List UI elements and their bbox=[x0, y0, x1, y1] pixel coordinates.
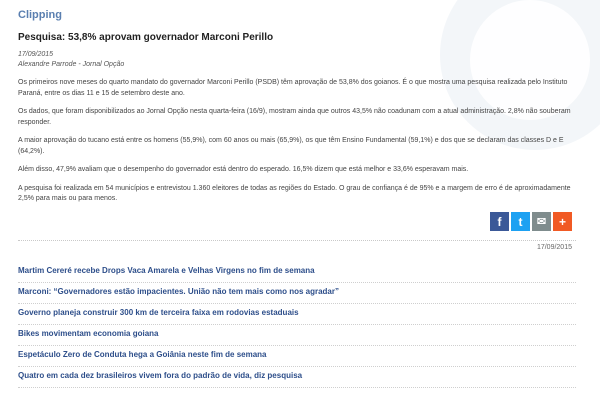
article-date: 17/09/2015 bbox=[18, 51, 54, 58]
more-share-button[interactable] bbox=[553, 212, 572, 231]
news-link[interactable]: Bikes movimentam economia goiana bbox=[18, 325, 576, 346]
divider bbox=[18, 240, 576, 241]
article-byline: Alexandre Parrode - Jornal Opção bbox=[18, 61, 125, 68]
list-date: 17/09/2015 bbox=[536, 244, 572, 251]
article-paragraph: A pesquisa foi realizada em 54 municípios e entrevistou 1.360 eleitores de todas as regiões do Estado. O grau de confiança é de 95% e a margem de erro é de aproximadamente 2,5% para mais ou para menos. bbox=[18, 184, 571, 202]
news-link[interactable]: Espetáculo Zero de Conduta hega a Goiânia neste fim de semana bbox=[18, 346, 576, 367]
article-headline: Pesquisa: 53,8% aprovam governador Marconi Perillo bbox=[18, 32, 274, 43]
article bbox=[18, 32, 578, 205]
section-title: Clipping bbox=[18, 9, 62, 21]
email-share-button[interactable] bbox=[532, 212, 551, 231]
facebook-icon: f bbox=[497, 214, 502, 229]
news-link[interactable]: Governo planeja construir 300 km de terceira faixa em rodovias estaduais bbox=[18, 304, 576, 325]
facebook-share-button[interactable] bbox=[490, 212, 509, 231]
twitter-share-button[interactable] bbox=[511, 212, 530, 231]
email-icon: ✉ bbox=[536, 216, 547, 228]
related-news-list bbox=[18, 262, 576, 388]
article-paragraph: A maior aprovação do tucano está entre os homens (55,9%), com 60 anos ou mais (65,9%), os que têm Ensino Fundamental (59,1%) e dos que se declaram das classes D e E (64,2%). bbox=[18, 137, 564, 155]
plus-icon: + bbox=[558, 214, 566, 229]
news-link[interactable]: Marconi: “Governadores estão impacientes. União não tem mais como nos agradar” bbox=[18, 283, 576, 304]
twitter-icon: t bbox=[518, 214, 523, 229]
article-paragraph: Os dados, que foram disponibilizados ao Jornal Opção nesta quarta-feira (16/9), mostram ainda que outros 43,5% não coadunam com a atual administração. 2,8% não souberam responder. bbox=[18, 108, 571, 126]
share-buttons bbox=[490, 212, 572, 231]
news-link[interactable]: Quatro em cada dez brasileiros vivem fora do padrão de vida, diz pesquisa bbox=[18, 367, 576, 388]
article-paragraph: Além disso, 47,9% avaliam que o desempenho do governador está dentro do esperado. 16,5% dizem que está melhor e 33,6% esperavam mais. bbox=[18, 166, 469, 173]
news-link[interactable]: Martim Cereré recebe Drops Vaca Amarela e Velhas Virgens no fim de semana bbox=[18, 262, 576, 283]
article-paragraph: Os primeiros nove meses do quarto mandato do governador Marconi Perillo (PSDB) têm aprovação de 53,8% dos goianos. É o que mostra uma pesquisa realizada pelo Instituto Paraná, entre os dias 11 e 15 de setembro deste ano. bbox=[18, 79, 568, 97]
